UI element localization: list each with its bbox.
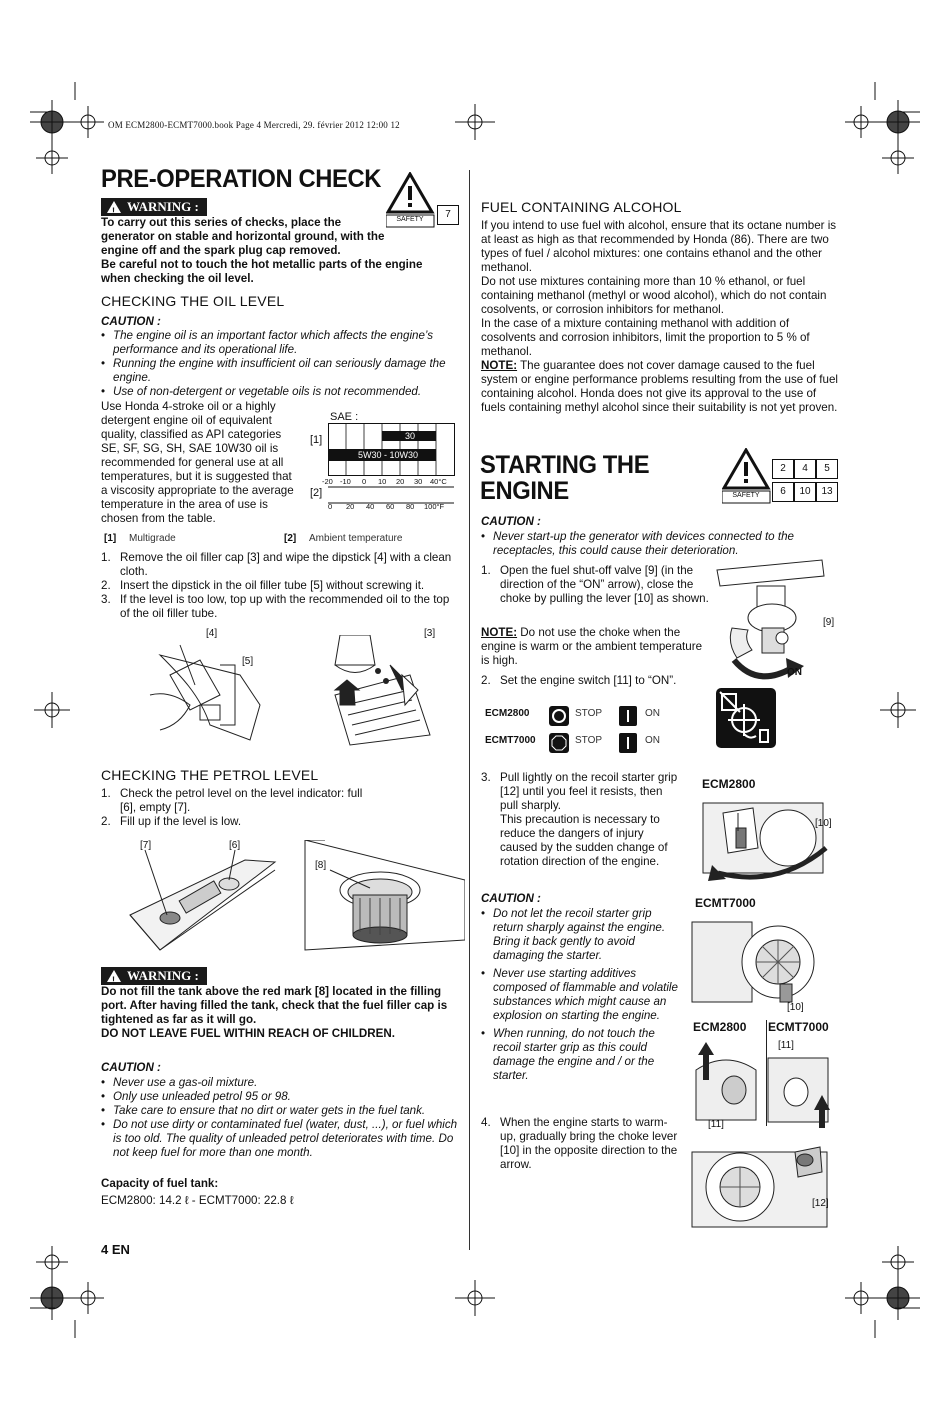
model-label-ecm2800: ECM2800 — [702, 777, 756, 791]
fig-ref-6: [6] — [229, 840, 241, 851]
list-item: • Do not let the recoil starter grip return sharply against the engine. Bring it back gently to avoid damaging the starter. — [481, 907, 679, 963]
fuel-caution-list — [101, 1076, 461, 1160]
safety-icon-2 — [722, 448, 772, 509]
model-label: ECM2800 — [485, 708, 530, 719]
warning-text-2: Be careful not to touch the hot metallic parts of the engine when checking the oil level. — [101, 258, 423, 285]
page-number: 4 EN — [101, 1242, 130, 1257]
legend-text: Ambient temperature — [309, 533, 403, 544]
celsius-ticks — [322, 477, 462, 487]
legend-ref: [1] — [104, 533, 117, 544]
tick-label: 20 — [346, 502, 355, 511]
caution-label-3: CAUTION : — [481, 515, 541, 528]
warning-triangle-icon — [107, 201, 121, 213]
alcohol-note — [481, 359, 841, 415]
model-label: ECMT7000 — [485, 735, 536, 746]
oil-steps — [101, 551, 461, 621]
petrol-heading: CHECKING THE PETROL LEVEL — [101, 767, 319, 783]
petrol-level-illustration — [125, 840, 465, 955]
safety-ref: 5 — [816, 459, 838, 479]
page-title: PRE-OPERATION CHECK — [101, 165, 381, 193]
stop-octagon-icon — [549, 733, 569, 753]
list-item: • Never use starting additives composed of flammable and volatile substances which might cause an explosion on starting the engine. — [481, 967, 679, 1023]
legend-2 — [284, 533, 402, 544]
oil-caution-list — [101, 329, 461, 399]
note-label: NOTE: — [481, 626, 518, 639]
list-item: 2. Insert the dipstick in the oil filler tube [5] without screwing it. — [101, 579, 425, 592]
list-item: 3. Pull lightly on the recoil starter grip [12] until you feel it resists, then pull sharply. This precaution is necessary to reduce the dangers of injury caused by the sudden change of rotation direction of the engine. — [481, 771, 678, 868]
capacity-text: ECM2800: 14.2 ℓ - ECMT7000: 22.8 ℓ — [101, 1194, 294, 1207]
note-text: Do not use the choke when the engine is warm or the ambient temperature is high. — [481, 626, 703, 667]
recoil-grip-illustration — [690, 1132, 830, 1230]
tick-label: 100°F — [424, 502, 445, 511]
fig-ref-12: [12] — [812, 1198, 829, 1209]
list-item: 3. If the level is too low, top up with the recommended oil to the top of the oil filler tube. — [101, 593, 450, 620]
tick-label: 60 — [386, 502, 395, 511]
list-item: 1. Open the fuel shut-off valve [9] (in the direction of the “ON” arrow), close the choke by pulling the lever [10] as shown. — [481, 564, 709, 605]
safety-icon — [386, 172, 436, 233]
tick-label: 80 — [406, 502, 415, 511]
caution-label: CAUTION : — [101, 315, 161, 328]
model-label-ecmt7000: ECMT7000 — [695, 896, 756, 910]
fig-ref-5: [5] — [242, 656, 254, 667]
safety-ref: 7 — [437, 205, 459, 225]
title-line-2: ENGINE — [480, 477, 569, 505]
warning-label: WARNING : — [127, 968, 199, 983]
fahrenheit-ticks — [328, 502, 468, 512]
list-item: • Do not use dirty or contaminated fuel (water, dust, ...), or fuel which is too old. The quality of unleaded petrol deteriorates with time. Do not keep fuel for more than one month. — [101, 1118, 461, 1160]
on-label: ON — [645, 708, 660, 719]
column-divider — [469, 170, 470, 1250]
oil-body: Use Honda 4-stroke oil or a highly detergent engine oil of equivalent quality, classified as API categories SE, SF, SG, SH, SAE 10W30 oil is recommended for general use at all temperatures, but it is suggested that a viscosity appropriate to the average temperature in the area of use is chosen from the table. — [101, 400, 294, 525]
fig-ref-11b: [11] — [708, 1119, 724, 1130]
tick-label: 0 — [328, 502, 333, 511]
list-item: 2. Set the engine switch [11] to “ON”. — [481, 674, 677, 687]
list-item: • Take care to ensure that no dirt or water gets in the fuel tank. — [101, 1104, 461, 1118]
alcohol-p3: In the case of a mixture containing methanol with addition of cosolvents and corrosion inhibitors, limit the proportion to 5 % of methanol. — [481, 317, 810, 358]
legend-1 — [104, 533, 176, 544]
choke-note — [481, 626, 711, 668]
recoil-caution-list — [481, 907, 679, 1083]
list-item: 4. When the engine starts to warm-up, gradually bring the choke lever [10] in the opposite direction to the arrow. — [481, 1116, 678, 1171]
caution-label-4: CAUTION : — [481, 892, 541, 905]
list-item: • The engine oil is an important factor which affects the engine’s performance and its operational life. — [101, 329, 461, 357]
oil-check-illustration — [140, 635, 460, 750]
safety-ref: 2 — [772, 459, 794, 479]
start-step-1 — [481, 564, 709, 606]
model-label-ecmt7000-b: ECMT7000 — [768, 1020, 829, 1034]
tick-label: 40°C — [430, 477, 447, 486]
list-item: • Running the engine with insufficient oil can seriously damage the engine. — [101, 357, 461, 385]
sae-viscosity-chart — [308, 410, 458, 520]
on-bar-icon — [619, 706, 637, 726]
list-item: • Never start-up the generator with devices connected to the receptacles, this could cause their deterioration. — [481, 530, 841, 558]
chart-ref-1: [1] — [310, 434, 323, 446]
tick-label: 10 — [378, 477, 387, 486]
tick-label: 20 — [396, 477, 405, 486]
safety-ref: 10 — [794, 482, 816, 502]
warning-text-1: To carry out this series of checks, place the generator on stable and horizontal ground, with the engine off and the spark plug cap removed. — [101, 216, 385, 257]
list-item: 1. Check the petrol level on the level indicator: full [6], empty [7]. — [101, 787, 363, 814]
choke-symbol-icon — [716, 688, 776, 748]
alcohol-p1: If you intend to use fuel with alcohol, ensure that its octane number is at least as high as that recommended by Honda (86). There are two types of fuel / alcohol mixtures: one contains ethanol and the other methanol. — [481, 219, 837, 274]
fig-ref-3: [3] — [424, 628, 436, 639]
oil-heading: CHECKING THE OIL LEVEL — [101, 293, 285, 309]
safety-label: SAFETY — [732, 492, 760, 499]
sae-label: SAE : — [330, 411, 359, 423]
chart-grid — [328, 423, 456, 505]
warning2-text: Do not fill the tank above the red mark [8] located in the filling port. After having filled the tank, check that the fuel filler cap is tightened as far as it will go. — [101, 985, 448, 1026]
legend-text: Multigrade — [129, 533, 176, 544]
file-header: OM ECM2800-ECMT7000.book Page 4 Mercredi, 29. février 2012 12:00 12 — [108, 120, 400, 130]
on-label: ON — [645, 735, 660, 746]
bar-5w30-label: 5W30 - 10W30 — [357, 450, 419, 460]
capacity-label: Capacity of fuel tank: — [101, 1177, 219, 1190]
note-text: The guarantee does not cover damage caused to the fuel system or engine performance problems resulting from the use of fuel containing alcohol. Honda does not give its approval to the use of fuels containing methyl alcohol since their suitability is not yet proven. — [481, 359, 839, 414]
fig-ref-7: [7] — [140, 840, 152, 851]
choke-lever-illustration — [686, 1040, 836, 1130]
bar-30-label: 30 — [404, 431, 415, 441]
start-step-2 — [481, 674, 711, 688]
safety-ref: 13 — [816, 482, 838, 502]
warning2-caps: DO NOT LEAVE FUEL WITHIN REACH OF CHILDREN. — [101, 1027, 395, 1040]
fig-on-label: ON — [787, 667, 802, 678]
fig-ref-4: [4] — [206, 628, 218, 639]
fig-ref-10: [10] — [815, 818, 832, 829]
start-caution-list — [481, 530, 841, 558]
chart-ref-2: [2] — [310, 487, 323, 499]
list-item: 2. Fill up if the level is low. — [101, 815, 242, 828]
note-label: NOTE: — [481, 359, 518, 372]
tick-label: 30 — [414, 477, 423, 486]
petrol-steps — [101, 787, 371, 829]
start-step-4 — [481, 1116, 681, 1172]
title-line-1: STARTING THE — [480, 451, 650, 479]
tick-label: -10 — [340, 477, 351, 486]
model-label-ecm2800-b: ECM2800 — [693, 1020, 747, 1034]
list-item: • Only use unleaded petrol 95 or 98. — [101, 1090, 461, 1104]
fig-ref-9: [9] — [823, 617, 835, 628]
tick-label: 0 — [362, 477, 367, 486]
stop-label: STOP — [575, 735, 603, 746]
fig-ref-8: [8] — [315, 860, 327, 871]
legend-ref: [2] — [284, 533, 297, 544]
warning-badge — [101, 198, 207, 216]
warning-triangle-icon — [107, 970, 121, 982]
safety-label: SAFETY — [396, 216, 424, 223]
start-step-3 — [481, 771, 681, 869]
tick-label: 40 — [366, 502, 375, 511]
stop-circle-icon — [549, 706, 569, 726]
safety-ref: 4 — [794, 459, 816, 479]
list-item: 1. Remove the oil filler cap [3] and wipe the dipstick [4] with a clean cloth. — [101, 551, 452, 578]
recoil-starter-ecmt7000-illustration — [690, 912, 830, 1010]
stop-label: STOP — [575, 708, 603, 719]
fig-ref-11: [11] — [778, 1040, 794, 1051]
tick-label: -20 — [322, 477, 333, 486]
list-item: • Use of non-detergent or vegetable oils is not recommended. — [101, 385, 461, 399]
caution-label-2: CAUTION : — [101, 1061, 161, 1074]
safety-ref: 6 — [772, 482, 794, 502]
list-item: • When running, do not touch the recoil starter grip as this could damage the engine and / or the starter. — [481, 1027, 679, 1083]
recoil-starter-ecm2800-illustration — [698, 793, 830, 888]
warning-label: WARNING : — [127, 199, 199, 214]
warning-badge-2 — [101, 967, 207, 985]
fig-ref-10b: [10] — [787, 1002, 804, 1013]
alcohol-heading: FUEL CONTAINING ALCOHOL — [481, 199, 682, 215]
list-item: • Never use a gas-oil mixture. — [101, 1076, 461, 1090]
alcohol-p2: Do not use mixtures containing more than 10 % ethanol, or fuel containing methanol (methyl or wood alcohol), which do not contain cosolvents, or corrosion inhibitors for methanol. — [481, 275, 827, 316]
on-bar-icon — [619, 733, 637, 753]
section-title-start — [480, 452, 649, 504]
